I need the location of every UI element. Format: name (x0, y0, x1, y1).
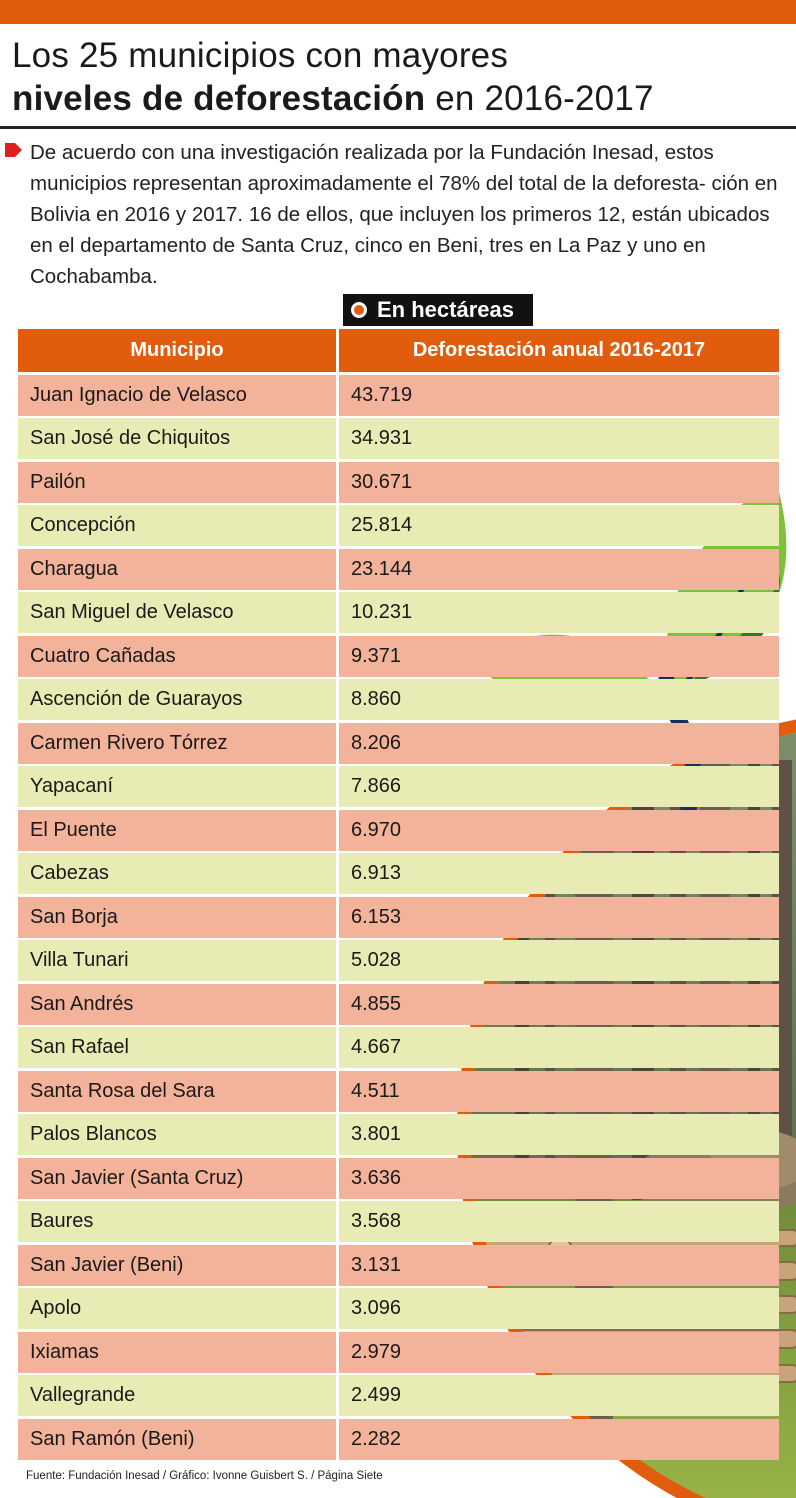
deforestation-table (18, 329, 779, 1460)
table-row (18, 1332, 779, 1373)
table-row (18, 679, 779, 720)
municipio-cell: Baures (18, 1201, 336, 1242)
hectares-cell: 23.144 (339, 549, 779, 590)
municipio-cell: San Javier (Santa Cruz) (18, 1158, 336, 1199)
municipio-cell: Santa Rosa del Sara (18, 1071, 336, 1112)
municipio-cell: San Andrés (18, 984, 336, 1025)
table-row (18, 592, 779, 633)
table-row (18, 375, 779, 416)
table-row (18, 1288, 779, 1329)
municipio-cell: San Javier (Beni) (18, 1245, 336, 1286)
municipio-cell: San Miguel de Velasco (18, 592, 336, 633)
column-header-municipio: Municipio (18, 329, 336, 372)
hectares-cell: 4.667 (339, 1027, 779, 1068)
table-row (18, 1027, 779, 1068)
hectares-cell: 10.231 (339, 592, 779, 633)
hectares-cell: 2.499 (339, 1375, 779, 1416)
municipio-cell: San José de Chiquitos (18, 418, 336, 459)
hectares-cell: 34.931 (339, 418, 779, 459)
hectares-cell: 3.131 (339, 1245, 779, 1286)
hectares-cell: 5.028 (339, 940, 779, 981)
municipio-cell: Cabezas (18, 853, 336, 894)
table-row (18, 505, 779, 546)
municipio-cell: San Ramón (Beni) (18, 1419, 336, 1460)
title-rest-part: en 2016-2017 (425, 79, 654, 118)
municipio-cell: San Rafael (18, 1027, 336, 1068)
table-header (18, 329, 779, 372)
unit-badge (343, 294, 533, 326)
table-row (18, 636, 779, 677)
hectares-cell: 43.719 (339, 375, 779, 416)
table-row (18, 462, 779, 503)
municipio-cell: Apolo (18, 1288, 336, 1329)
hectares-cell: 2.979 (339, 1332, 779, 1373)
intro-paragraph: De acuerdo con una investigación realizada por la Fundación Inesad, estos municipios representan aproximadamente el 78% del total de la deforesta- ción en Bolivia en 2016 y 2017. 16 de ellos, que incluyen los primeros 12, están ubicados en el departamento de Santa Cruz, cinco en Beni, tres en La Paz y uno en Cochabamba. (30, 141, 778, 288)
top-accent-bar (0, 0, 796, 24)
table-row (18, 418, 779, 459)
hectares-cell: 3.096 (339, 1288, 779, 1329)
source-credit: Fuente: Fundación Inesad / Gráfico: Ivonne Guisbert S. / Página Siete (26, 1470, 383, 1482)
unit-label: En hectáreas (377, 297, 514, 322)
hectares-cell: 8.206 (339, 723, 779, 764)
title-line-1: Los 25 municipios con mayores (12, 36, 509, 75)
hectares-cell: 9.371 (339, 636, 779, 677)
page-title (12, 34, 792, 120)
table-row (18, 1071, 779, 1112)
title-divider (0, 126, 796, 129)
title-line-2 (12, 79, 654, 118)
circle-icon (351, 302, 367, 318)
municipio-cell: Charagua (18, 549, 336, 590)
table-row (18, 766, 779, 807)
municipio-cell: San Borja (18, 897, 336, 938)
hectares-cell: 4.855 (339, 984, 779, 1025)
hectares-cell: 8.860 (339, 679, 779, 720)
table-row (18, 984, 779, 1025)
municipio-cell: Ascención de Guarayos (18, 679, 336, 720)
municipio-cell: Cuatro Cañadas (18, 636, 336, 677)
table-row (18, 1114, 779, 1155)
table-row (18, 1158, 779, 1199)
municipio-cell: Carmen Rivero Tórrez (18, 723, 336, 764)
bullet-arrow-icon (5, 143, 23, 157)
title-bold-part: niveles de deforestación (12, 79, 426, 118)
hectares-cell: 3.568 (339, 1201, 779, 1242)
table-row (18, 853, 779, 894)
table-row (18, 940, 779, 981)
municipio-cell: Yapacaní (18, 766, 336, 807)
table-row (18, 1245, 779, 1286)
table-row (18, 810, 779, 851)
hectares-cell: 3.636 (339, 1158, 779, 1199)
hectares-cell: 6.153 (339, 897, 779, 938)
municipio-cell: Villa Tunari (18, 940, 336, 981)
hectares-cell: 7.866 (339, 766, 779, 807)
table-row (18, 723, 779, 764)
table-row (18, 897, 779, 938)
municipio-cell: Vallegrande (18, 1375, 336, 1416)
table-row (18, 1419, 779, 1460)
hectares-cell: 6.913 (339, 853, 779, 894)
municipio-cell: Ixiamas (18, 1332, 336, 1373)
column-header-deforestacion: Deforestación anual 2016-2017 (339, 329, 779, 372)
hectares-cell: 25.814 (339, 505, 779, 546)
hectares-cell: 4.511 (339, 1071, 779, 1112)
hectares-cell: 2.282 (339, 1419, 779, 1460)
table-row (18, 549, 779, 590)
municipio-cell: Juan Ignacio de Velasco (18, 375, 336, 416)
table-body (18, 375, 779, 1460)
hectares-cell: 30.671 (339, 462, 779, 503)
municipio-cell: Palos Blancos (18, 1114, 336, 1155)
hectares-cell: 3.801 (339, 1114, 779, 1155)
municipio-cell: Pailón (18, 462, 336, 503)
municipio-cell: El Puente (18, 810, 336, 851)
hectares-cell: 6.970 (339, 810, 779, 851)
table-row (18, 1201, 779, 1242)
table-row (18, 1375, 779, 1416)
municipio-cell: Concepción (18, 505, 336, 546)
